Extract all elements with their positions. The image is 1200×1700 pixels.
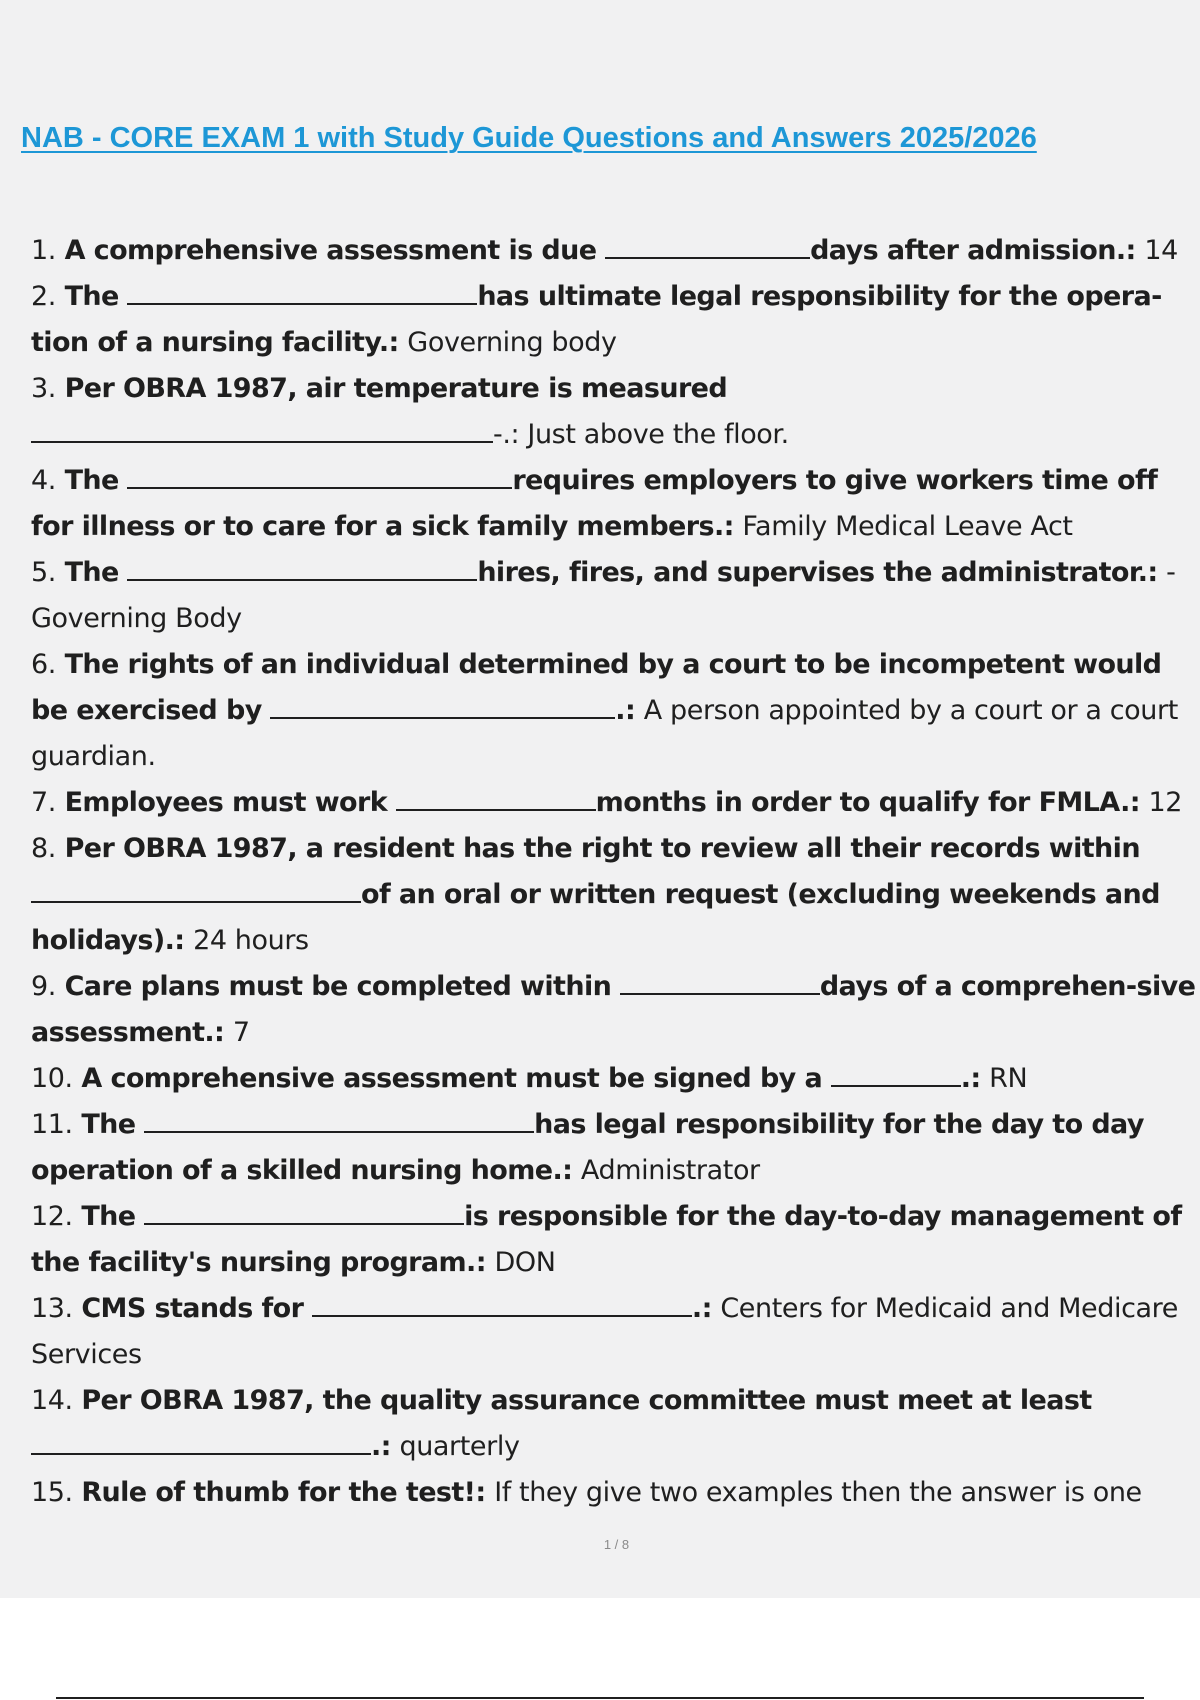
answer-text: Governing body bbox=[407, 327, 617, 358]
answer-text: DON bbox=[494, 1247, 556, 1278]
question-item bbox=[31, 964, 1200, 1056]
question-number: 6. bbox=[31, 649, 56, 680]
answer-blank bbox=[144, 1131, 534, 1133]
question-number: 8. bbox=[31, 833, 56, 864]
question-item bbox=[31, 826, 1200, 964]
question-number: 9. bbox=[31, 971, 56, 1002]
question-text-continued: has legal responsibility for the day to day operation of a skilled nursing home.: bbox=[31, 1109, 1144, 1186]
answer-text: 12 bbox=[1148, 787, 1183, 818]
question-item bbox=[31, 1286, 1200, 1378]
question-number: 11. bbox=[31, 1109, 73, 1140]
answer-blank bbox=[605, 257, 810, 259]
question-text: Care plans must be completed within bbox=[64, 971, 612, 1002]
question-text: The rights of an individual determined by a court to be incompetent would be exercised by bbox=[31, 649, 1162, 726]
question-number: 12. bbox=[31, 1201, 73, 1232]
answer-blank bbox=[127, 303, 477, 305]
question-text-continued: of an oral or written request (excluding weekends and holidays).: bbox=[31, 879, 1160, 956]
question-text: Employees must work bbox=[64, 787, 388, 818]
question-number: 15. bbox=[31, 1477, 73, 1508]
question-text-continued: .: bbox=[371, 1431, 391, 1462]
question-text-continued: days after admission.: bbox=[810, 235, 1136, 266]
question-item bbox=[31, 1378, 1200, 1470]
question-list bbox=[31, 228, 1200, 1516]
answer-blank bbox=[396, 809, 596, 811]
question-number: 2. bbox=[31, 281, 56, 312]
answer-blank bbox=[620, 993, 820, 995]
question-item bbox=[31, 228, 1200, 274]
question-text: Rule of thumb for the test!: bbox=[81, 1477, 486, 1508]
answer-text: RN bbox=[989, 1063, 1028, 1094]
question-number: 10. bbox=[31, 1063, 73, 1094]
answer-text: If they give two examples then the answer is one bbox=[494, 1477, 1142, 1508]
answer-text: Administrator bbox=[580, 1155, 760, 1186]
page-number: 1 / 8 bbox=[603, 1537, 630, 1552]
answer-text: - Governing Body bbox=[31, 557, 1176, 634]
question-item bbox=[31, 1194, 1200, 1286]
answer-blank bbox=[127, 579, 477, 581]
answer-text: 24 hours bbox=[193, 925, 309, 956]
question-item bbox=[31, 642, 1200, 780]
question-number: 5. bbox=[31, 557, 56, 588]
document-title: NAB - CORE EXAM 1 with Study Guide Questions and Answers 2025/2026 bbox=[21, 122, 1037, 154]
question-text: CMS stands for bbox=[81, 1293, 304, 1324]
question-text: The bbox=[81, 1201, 136, 1232]
answer-blank bbox=[270, 717, 615, 719]
question-text-continued: has ultimate legal responsibility for the opera-tion of a nursing facility.: bbox=[31, 281, 1162, 358]
answer-text: 14 bbox=[1144, 235, 1178, 266]
question-item bbox=[31, 1470, 1200, 1516]
question-number: 1. bbox=[31, 235, 56, 266]
answer-blank bbox=[31, 1453, 371, 1455]
answer-blank bbox=[312, 1315, 692, 1317]
answer-text: -.: Just above the floor. bbox=[493, 419, 789, 450]
question-text: The bbox=[64, 557, 119, 588]
answer-blank bbox=[144, 1223, 464, 1225]
question-text-continued: .: bbox=[615, 695, 636, 726]
question-item bbox=[31, 1102, 1200, 1194]
question-number: 4. bbox=[31, 465, 56, 496]
question-text-continued: .: bbox=[960, 1063, 981, 1094]
question-text-continued: requires employers to give workers time off for illness or to care for a sick family members.: bbox=[31, 465, 1158, 542]
answer-blank bbox=[831, 1085, 961, 1087]
answer-text: quarterly bbox=[399, 1431, 520, 1462]
question-item bbox=[31, 366, 1200, 458]
answer-blank bbox=[127, 487, 512, 489]
question-text: The bbox=[81, 1109, 136, 1140]
question-text: The bbox=[64, 281, 119, 312]
footer-divider bbox=[56, 1697, 1144, 1699]
question-text: A comprehensive assessment must be signed by a bbox=[81, 1063, 823, 1094]
answer-text: 7 bbox=[232, 1017, 250, 1048]
question-text: The bbox=[64, 465, 119, 496]
question-item bbox=[31, 550, 1200, 642]
question-text-continued: .: bbox=[691, 1293, 712, 1324]
question-number: 14. bbox=[31, 1385, 73, 1416]
question-text-continued: days of a comprehen-sive assessment.: bbox=[31, 971, 1196, 1048]
question-text: Per OBRA 1987, air temperature is measured bbox=[64, 373, 728, 404]
answer-text: Family Medical Leave Act bbox=[742, 511, 1073, 542]
answer-text: A person appointed by a court or a court guardian. bbox=[31, 695, 1178, 772]
question-text: Per OBRA 1987, the quality assurance committee must meet at least bbox=[81, 1385, 1092, 1416]
question-number: 7. bbox=[31, 787, 56, 818]
question-text: A comprehensive assessment is due bbox=[64, 235, 597, 266]
question-text-continued: hires, fires, and supervises the administrator.: bbox=[477, 557, 1158, 588]
question-number: 13. bbox=[31, 1293, 73, 1324]
question-item bbox=[31, 274, 1200, 366]
question-text: Per OBRA 1987, a resident has the right to review all their records within bbox=[64, 833, 1140, 864]
answer-blank bbox=[31, 901, 361, 903]
question-item bbox=[31, 780, 1200, 826]
answer-blank bbox=[31, 441, 493, 443]
question-item bbox=[31, 1056, 1200, 1102]
question-text-continued: is responsible for the day-to-day management of the facility's nursing program.: bbox=[31, 1201, 1182, 1278]
question-text-continued: months in order to qualify for FMLA.: bbox=[595, 787, 1140, 818]
question-item bbox=[31, 458, 1200, 550]
answer-text: Centers for Medicaid and Medicare Services bbox=[31, 1293, 1178, 1370]
question-number: 3. bbox=[31, 373, 56, 404]
